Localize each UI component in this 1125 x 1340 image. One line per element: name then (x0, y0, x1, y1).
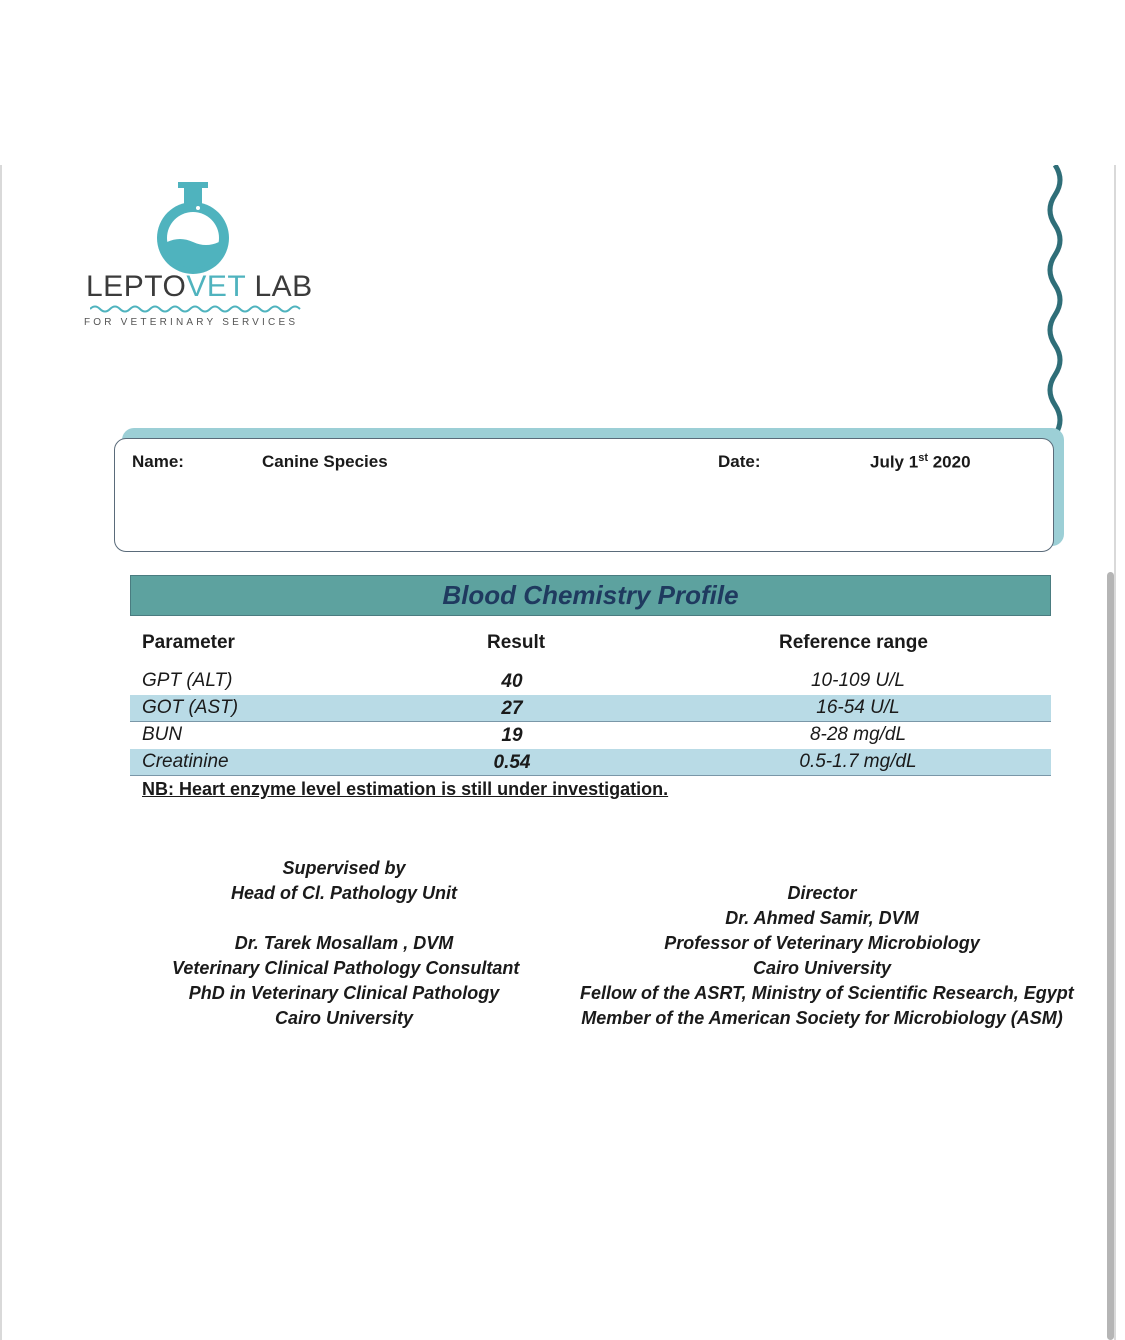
name-label: Name: (132, 452, 184, 471)
director-name: Dr. Ahmed Samir, DVM (725, 908, 919, 928)
parameter-cell: GOT (AST) (142, 697, 239, 718)
report-note: NB: Heart enzyme level estimation is still under investigation. (142, 779, 669, 799)
column-header-parameter: Parameter (142, 632, 235, 653)
report-title-banner (130, 575, 1051, 616)
supervisor-role: Head of Cl. Pathology Unit (230, 883, 457, 903)
director-membership: Member of the American Society for Microbiology (ASM) (581, 1008, 1063, 1028)
reference-cell: 10-109 U/L (810, 670, 905, 691)
result-cell: 27 (501, 698, 523, 719)
logo-wave (90, 304, 310, 314)
supervisor-title: Veterinary Clinical Pathology Consultant (172, 958, 520, 978)
result-cell: 40 (501, 671, 523, 692)
parameter-cell: GPT (ALT) (142, 670, 233, 691)
column-header-reference: Reference range (779, 632, 928, 653)
reference-cell: 16-54 U/L (816, 697, 900, 718)
page-edge-right (1114, 165, 1116, 1340)
logo-tagline: FOR VETERINARY SERVICES (84, 317, 299, 328)
column-header-result: Result (487, 632, 546, 653)
page-edge-left (0, 165, 2, 1340)
director-fellowship: Fellow of the ASRT, Ministry of Scientific Research, Egypt (580, 983, 1074, 1003)
date-label: Date: (718, 452, 761, 471)
director-title: Professor of Veterinary Microbiology (664, 933, 980, 953)
result-cell: 19 (501, 725, 523, 746)
report-title: Blood Chemistry Profile (442, 580, 739, 610)
director-label: Director (787, 883, 857, 903)
supervisor-name: Dr. Tarek Mosallam , DVM (234, 933, 454, 953)
scrollbar-thumb[interactable] (1107, 572, 1114, 1340)
reference-cell: 0.5-1.7 mg/dL (799, 751, 917, 772)
parameter-cell: BUN (142, 724, 183, 745)
logo-title: LEPTOVET LAB (86, 270, 313, 303)
result-cell: 0.54 (493, 752, 531, 773)
row-divider (130, 775, 1051, 776)
row-divider (130, 721, 1051, 722)
lab-logo (80, 180, 320, 330)
reference-cell: 8-28 mg/dL (809, 724, 907, 745)
name-value: Canine Species (262, 452, 388, 471)
date-value: July 1st 2020 (870, 452, 971, 472)
supervised-by: Supervised by (282, 858, 406, 878)
supervisor-affiliation: Cairo University (274, 1008, 414, 1028)
director-affiliation: Cairo University (752, 958, 892, 978)
decorative-wave-border (1040, 165, 1070, 435)
parameter-cell: Creatinine (142, 751, 229, 772)
flask-icon (80, 180, 320, 280)
supervisor-degree: PhD in Veterinary Clinical Pathology (188, 983, 500, 1003)
